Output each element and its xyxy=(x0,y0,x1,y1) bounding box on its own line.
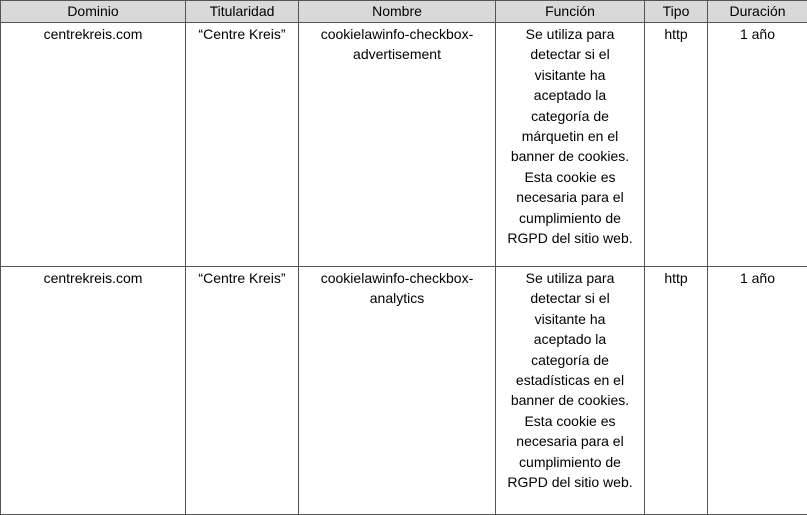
table-row xyxy=(1,23,807,267)
cell-funcion: Se utiliza para detectar si el visitante ha aceptado la categoría de márquetin en el banner de cookies. Esta cookie es necesaria para el cumplimiento de RGPD del sitio web. xyxy=(496,23,645,267)
cell-duracion: 1 año xyxy=(708,23,807,267)
cell-tipo: http xyxy=(645,267,708,515)
cell-dominio: centrekreis.com xyxy=(1,267,186,515)
cell-nombre: cookielawinfo-checkbox-analytics xyxy=(299,267,496,515)
column-header-tipo: Tipo xyxy=(645,1,708,23)
table-header-row xyxy=(1,1,807,23)
table-row xyxy=(1,267,807,515)
column-header-duracion: Duración xyxy=(708,1,807,23)
cell-nombre: cookielawinfo-checkbox-advertisement xyxy=(299,23,496,267)
cell-duracion: 1 año xyxy=(708,267,807,515)
cell-titularidad: “Centre Kreis” xyxy=(186,267,299,515)
column-header-titularidad: Titularidad xyxy=(186,1,299,23)
cell-titularidad: “Centre Kreis” xyxy=(186,23,299,267)
cell-dominio: centrekreis.com xyxy=(1,23,186,267)
column-header-dominio: Dominio xyxy=(1,1,186,23)
column-header-nombre: Nombre xyxy=(299,1,496,23)
cell-tipo: http xyxy=(645,23,708,267)
cell-funcion: Se utiliza para detectar si el visitante ha aceptado la categoría de estadísticas en el banner de cookies. Esta cookie es necesaria para el cumplimiento de RGPD del sitio web. xyxy=(496,267,645,515)
column-header-funcion: Función xyxy=(496,1,645,23)
